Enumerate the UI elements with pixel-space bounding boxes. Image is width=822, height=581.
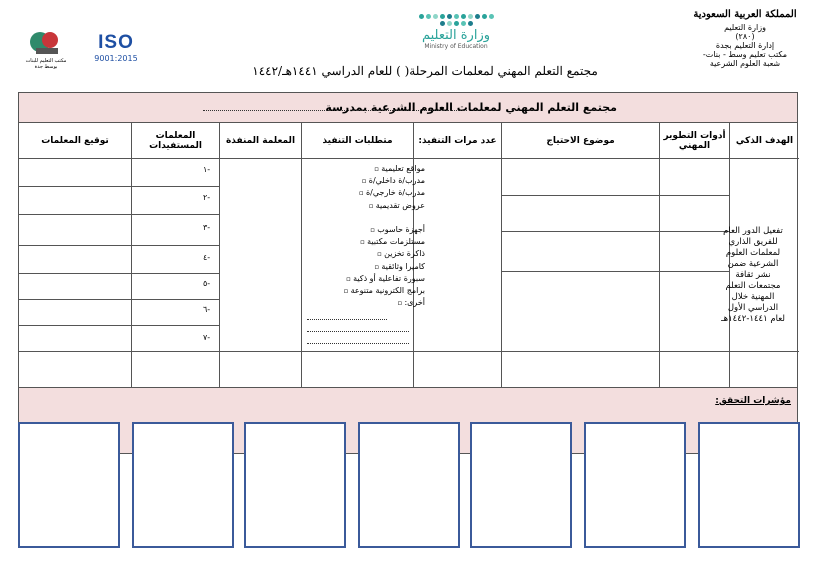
row-number: -٤ xyxy=(203,253,211,262)
ministry-header xyxy=(690,10,800,68)
iso-number: 9001:2015 xyxy=(94,54,138,63)
indicators-label: مؤشرات التحقق: xyxy=(715,396,791,406)
photo-box[interactable] xyxy=(698,422,800,548)
requirement-item[interactable]: مدرب/ة داخلي/ة ▫ xyxy=(319,175,425,187)
requirement-item[interactable]: برامج الكترونية متنوعة ▫ xyxy=(319,285,425,297)
row-number: -٢ xyxy=(203,193,211,202)
photo-box[interactable] xyxy=(470,422,572,548)
other-blank[interactable] xyxy=(307,331,409,332)
col-tools: أدوات التطوير المهني xyxy=(659,123,729,159)
moe-logo xyxy=(400,14,512,50)
table-grid xyxy=(19,123,797,453)
photo-box[interactable] xyxy=(132,422,234,548)
body-bottom xyxy=(19,351,799,352)
requirement-item[interactable]: مدرب/ة خارجي/ة ▫ xyxy=(319,187,425,199)
header-line: إدارة التعليم بجدة xyxy=(715,41,775,50)
row-line xyxy=(501,271,729,272)
requirement-item[interactable]: كاميرا وثائقية ▫ xyxy=(319,261,425,273)
moe-arabic-name: وزارة التعليم xyxy=(421,28,491,43)
row-number: -٧ xyxy=(203,333,211,342)
row-line xyxy=(19,245,219,246)
row-line xyxy=(19,214,219,215)
header-line: (٢٨٠) xyxy=(735,32,755,41)
row-number: -٣ xyxy=(203,223,211,232)
table-banner xyxy=(19,93,797,123)
row-number: -٥ xyxy=(203,279,211,288)
row-line xyxy=(501,195,729,196)
other-blank[interactable] xyxy=(307,319,387,320)
photo-box[interactable] xyxy=(244,422,346,548)
header-line: مكتب تعليم وسط - بنات- xyxy=(702,50,788,59)
col-need: موضوع الاحتياج xyxy=(501,123,659,159)
office-logo-icon xyxy=(28,30,64,58)
row-line xyxy=(19,186,219,187)
col-implementer: المعلمة المنفذة xyxy=(219,123,301,159)
iso-logo xyxy=(86,32,146,63)
row-number: -٦ xyxy=(203,305,211,314)
requirement-item[interactable]: عروض تقديمية ▫ xyxy=(319,200,425,212)
other-blank[interactable] xyxy=(307,343,409,344)
col-count: عدد مرات التنفيذ: xyxy=(413,123,501,159)
row-number: -١ xyxy=(203,165,211,174)
photo-box[interactable] xyxy=(358,422,460,548)
plan-table xyxy=(18,92,798,454)
kingdom-title: المملكة العربية السعودية xyxy=(693,9,797,20)
col-beneficiaries: المعلمات المستفيدات xyxy=(131,123,219,159)
row-line xyxy=(19,325,219,326)
school-name-blank[interactable] xyxy=(203,103,467,111)
col-requirements: متطلبات التنفيذ xyxy=(301,123,413,159)
banner-title: مجتمع التعلم المهني لمعلمات العلوم الشرعية بمدرسة xyxy=(325,101,617,114)
office-logo xyxy=(22,30,70,70)
col-goal: الهدف الذكي xyxy=(729,123,799,159)
requirement-item[interactable]: أخرى: ▫ xyxy=(319,297,425,309)
header-line: شعبة العلوم الشرعية xyxy=(709,59,781,68)
photo-box[interactable] xyxy=(584,422,686,548)
requirement-item[interactable]: ذاكرة تخزين ▫ xyxy=(319,248,425,260)
moe-dots-icon xyxy=(416,14,496,26)
requirement-item[interactable]: سبورة تفاعلية أو ذكية ▫ xyxy=(319,273,425,285)
document-title: مجتمع التعلم المهني لمعلمات المرحلة( ) للعام الدراسي ١٤٤١هـ/١٤٤٢ xyxy=(252,64,598,78)
photo-box[interactable] xyxy=(18,422,120,548)
row-line xyxy=(19,299,219,300)
smart-goal-text: تفعيل الدور العام للفريق الذاري لمعلمات العلوم الشرعية ضمن نشر ثقافة مجتمعات التعلم المهنية خلال الدراسي الأول لعام ١٤٤١-١٤٤٢هـ xyxy=(721,226,785,324)
row-line xyxy=(501,231,729,232)
requirement-item[interactable]: أجهزة حاسوب ▫ xyxy=(319,224,425,236)
requirement-item[interactable]: مواقع تعليمية ▫ xyxy=(319,163,425,175)
header-line: وزارة التعليم xyxy=(724,23,766,32)
row-line xyxy=(19,273,219,274)
iso-text: ISO xyxy=(98,32,134,53)
office-logo-caption: مكتب التعليم للبنات بوسط جدة xyxy=(25,58,67,70)
col-signature: توقيع المعلمات xyxy=(19,123,131,159)
requirements-list xyxy=(319,163,431,309)
requirement-item[interactable]: مستلزمات مكتبية ▫ xyxy=(319,236,425,248)
moe-english-name: Ministry of Education xyxy=(424,43,488,50)
